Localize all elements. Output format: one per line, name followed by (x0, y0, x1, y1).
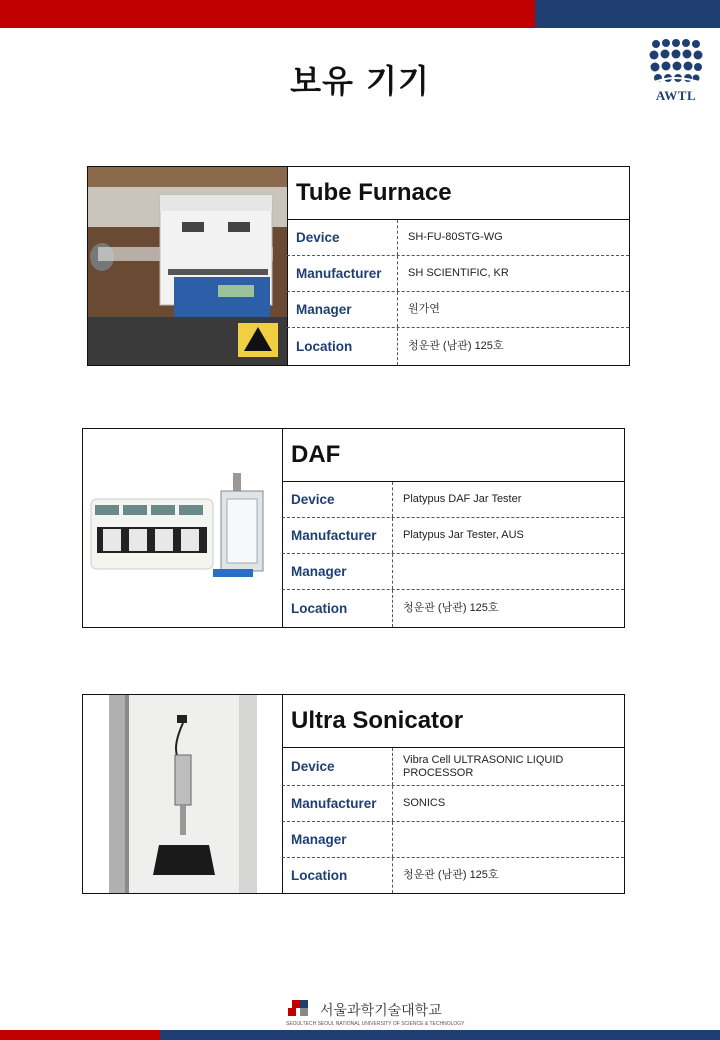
row-label-manager: Manager (291, 832, 347, 847)
awtl-logo-text: AWTL (655, 88, 697, 103)
row-label-manufacturer: Manufacturer (296, 266, 382, 281)
top-bar-red (0, 0, 535, 28)
bottom-bar-red (0, 1030, 160, 1040)
device-info-panel (282, 429, 624, 627)
row-label-manager: Manager (291, 564, 347, 579)
university-english-text: SEOUL NATIONAL UNIVERSITY OF SCIENCE & TECHNOLOGY (317, 1021, 465, 1027)
row-divider (392, 590, 393, 627)
row-value-location: 청운관 (남관) 125호 (408, 340, 504, 352)
row-divider (397, 220, 398, 255)
university-name: 서울과학기술대학교 (320, 1003, 442, 1019)
device-row-device (282, 482, 624, 518)
row-label-manager: Manager (296, 302, 352, 317)
row-divider (392, 482, 393, 517)
device-row-manufacturer (282, 786, 624, 822)
device-card-daf (82, 428, 625, 628)
row-value-manufacturer: SH SCIENTIFIC, KR (408, 267, 509, 279)
row-label-location: Location (291, 601, 348, 616)
device-name: DAF (282, 429, 624, 482)
row-value-device: Platypus DAF Jar Tester (403, 493, 522, 505)
ultra-sonicator-photo (83, 695, 283, 893)
row-value-device: SH-FU-80STG-WG (408, 231, 503, 243)
awtl-logo (646, 36, 706, 106)
university-logo (286, 998, 465, 1028)
row-value-manufacturer: SONICS (403, 797, 446, 809)
device-name: Tube Furnace (287, 167, 629, 220)
device-row-location (282, 590, 624, 627)
row-label-location: Location (291, 868, 348, 883)
row-label-device: Device (296, 230, 340, 245)
top-bar-blue (535, 0, 720, 28)
row-value-location: 청운관 (남관) 125호 (403, 869, 499, 881)
row-divider (392, 822, 393, 857)
device-row-manufacturer (287, 256, 629, 292)
row-divider (392, 554, 393, 589)
row-label-device: Device (291, 492, 335, 507)
row-divider (397, 328, 398, 365)
device-info-panel (287, 167, 629, 365)
device-row-location (282, 858, 624, 893)
device-row-location (287, 328, 629, 365)
device-row-manager (282, 822, 624, 858)
row-divider (392, 748, 393, 785)
device-info-panel (282, 695, 624, 893)
university-english-name (286, 1021, 464, 1027)
row-divider (397, 256, 398, 291)
row-label-device: Device (291, 759, 335, 774)
seoultech-mark-text: SEOULTECH (286, 1021, 317, 1027)
device-row-manufacturer (282, 518, 624, 554)
seoultech-mark-icon (286, 998, 316, 1020)
row-value-location: 청운관 (남관) 125호 (403, 602, 499, 614)
row-value-device: Vibra Cell ULTRASONIC LIQUID PROCESSOR (403, 753, 564, 779)
row-divider (397, 292, 398, 327)
device-row-manager (282, 554, 624, 590)
awtl-logo-mark (646, 36, 706, 88)
device-row-manager (287, 292, 629, 328)
device-row-device (287, 220, 629, 256)
row-label-manufacturer: Manufacturer (291, 528, 377, 543)
row-divider (392, 518, 393, 553)
device-card-ultra-sonicator (82, 694, 625, 894)
row-value-manager: 원가연 (408, 303, 440, 315)
tube-furnace-photo (88, 167, 288, 365)
device-name: Ultra Sonicator (282, 695, 624, 748)
device-row-device (282, 748, 624, 786)
daf-photo (83, 429, 283, 627)
row-divider (392, 858, 393, 893)
bottom-bar-blue (160, 1030, 720, 1040)
page-title: 보유 기기 (290, 62, 430, 100)
row-divider (392, 786, 393, 821)
row-value-manufacturer: Platypus Jar Tester, AUS (403, 529, 524, 541)
device-card-tube-furnace (87, 166, 630, 366)
row-label-location: Location (296, 339, 353, 354)
row-label-manufacturer: Manufacturer (291, 796, 377, 811)
